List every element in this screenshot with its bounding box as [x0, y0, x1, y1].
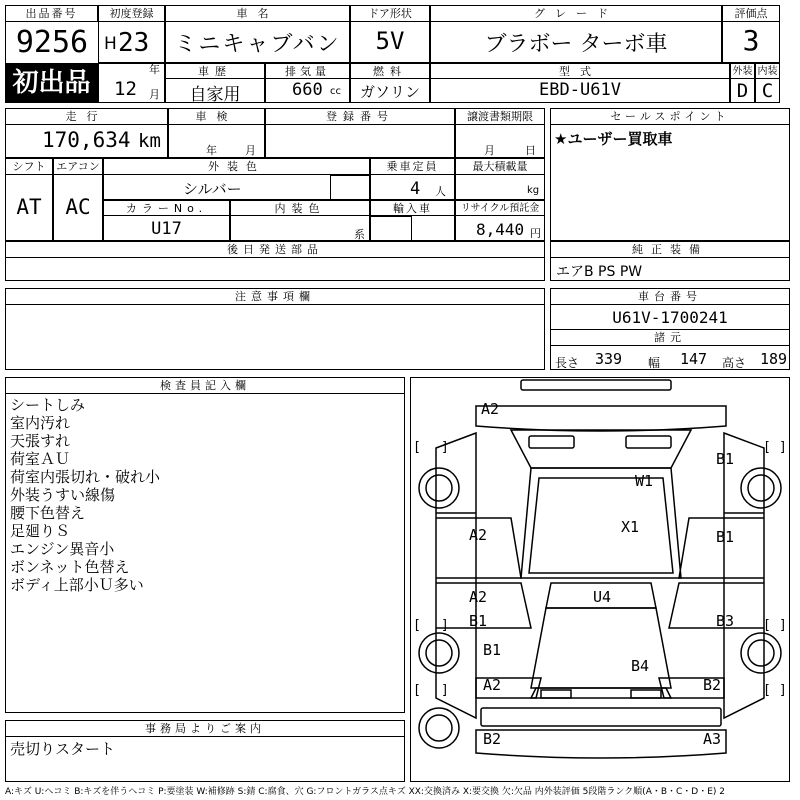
first-reg-month: 12 — [114, 78, 137, 100]
damage-mark: B4 — [631, 657, 650, 675]
aircon-label: エアコン — [53, 158, 103, 175]
inspector-label: 検査員記入欄 — [5, 377, 405, 394]
grade-label: グレード — [430, 5, 722, 22]
inspector-note: 荷室内張切れ・破れ小 — [10, 468, 161, 486]
score-label: 評価点 — [722, 5, 780, 22]
damage-mark: A2 — [483, 676, 502, 694]
dims-label: 諸元 — [550, 329, 790, 346]
car-outline — [411, 378, 789, 781]
bracket-right-mid: ] — [441, 618, 449, 633]
usage: 自家用 — [189, 85, 241, 105]
import-label: 輸入車 — [370, 200, 455, 216]
capacity-unit: 人 — [435, 185, 446, 198]
inspection-label: 車検 — [168, 108, 265, 125]
damage-mark: B1 — [469, 612, 488, 630]
color-label: 外装色 — [103, 158, 370, 175]
transfer-label: 譲渡書類期限 — [455, 108, 545, 125]
lot-number-label: 出品番号 — [5, 5, 98, 22]
door-type: 5V — [375, 27, 405, 55]
height: 189 — [760, 350, 788, 368]
inspection-year-unit: 年 — [206, 144, 217, 157]
damage-mark: B2 — [483, 730, 502, 748]
displacement-unit: cc — [330, 86, 341, 97]
recycle-unit: 円 — [530, 227, 541, 240]
color-divider — [330, 175, 370, 200]
score: 3 — [742, 24, 760, 57]
bracket-left-mid2: [ — [763, 618, 771, 633]
color-no: U17 — [151, 219, 182, 239]
inspector-note: 腰下色替え — [10, 504, 86, 522]
damage-mark: A3 — [703, 730, 722, 748]
fuel-label: 燃料 — [350, 63, 430, 79]
car-name: ミニキャブバン — [174, 32, 341, 57]
inspector-note: ボンネット色替え — [10, 558, 130, 576]
load-unit: kg — [527, 185, 540, 196]
office-text: 売切りスタート — [10, 740, 116, 758]
bracket-right-rear2: ] — [779, 683, 787, 698]
capacity-label: 乗車定員 — [370, 158, 455, 175]
lot-number: 9256 — [15, 25, 89, 60]
damage-mark: X1 — [621, 518, 640, 536]
damage-mark: A2 — [469, 588, 488, 606]
inspector-note: 天張すれ — [10, 432, 71, 450]
year-unit: 年 — [149, 63, 160, 76]
chassis-label: 車台番号 — [550, 288, 790, 305]
history-label: 車歴 — [165, 63, 265, 79]
equipment-label: 純正装備 — [550, 241, 790, 258]
damage-mark: W1 — [635, 472, 654, 490]
legend: A:キズ U:ヘコミ B:キズを伴うヘコミ P:要塗装 W:補修跡 S:錆 C:腐食、穴 G:フロントガラス点キズ XX:交換済み X:要交換 欠:欠品 内外装評価 5段階ランク順(A・B・C・D・E) 2 — [5, 787, 726, 797]
model-code: EBD-U61V — [539, 80, 621, 100]
aircon: AC — [65, 195, 91, 219]
first-reg-label: 初度登録 — [98, 5, 165, 22]
displacement: 660 — [292, 80, 323, 100]
shift-label: シフト — [5, 158, 53, 175]
width-label: 幅 — [648, 356, 661, 370]
damage-mark: B1 — [716, 528, 735, 546]
model-label: 型式 — [430, 63, 730, 79]
recycle-label: リサイクル預託金 — [455, 200, 545, 216]
mileage-unit: km — [138, 130, 161, 152]
fuel: ガソリン — [359, 83, 420, 101]
shift: AT — [16, 195, 42, 219]
mileage-label: 走行 — [5, 108, 168, 125]
damage-mark: A2 — [469, 526, 488, 544]
era: H — [104, 34, 117, 54]
bracket-left-front: [ — [763, 440, 771, 455]
length: 339 — [595, 350, 623, 368]
exterior-label: 外装 — [730, 63, 755, 79]
interior-label: 内装 — [755, 63, 780, 79]
damage-mark: A2 — [481, 400, 500, 418]
car-diagram — [410, 377, 790, 782]
damage-mark: B2 — [703, 676, 722, 694]
bracket-right-top: ] — [441, 440, 449, 455]
first-reg-year: 23 — [118, 28, 150, 58]
caution-label: 注意事項欄 — [5, 288, 545, 305]
bracket-left-rear: [ — [413, 683, 421, 698]
transfer-day-unit: 日 — [525, 144, 536, 157]
capacity: 4 — [410, 179, 421, 199]
inspector-notes — [10, 396, 400, 594]
later-parts-label: 後日発送部品 — [5, 241, 545, 258]
month-unit: 月 — [149, 88, 160, 101]
inspector-note: ボディ上部小Ｕ多い — [10, 576, 144, 594]
inspector-note: 室内汚れ — [10, 414, 71, 432]
damage-mark: U4 — [593, 588, 612, 606]
inspection-month-unit: 月 — [245, 144, 256, 157]
inspector-note: 足廻りＳ — [10, 522, 71, 540]
interior-grade: C — [761, 80, 774, 102]
interior-color-unit: 系 — [354, 228, 365, 241]
bracket-left-top: [ — [413, 440, 421, 455]
damage-mark: B3 — [716, 612, 735, 630]
recycle-fee: 8,440 — [476, 220, 525, 239]
damage-mark: B1 — [716, 450, 735, 468]
grade: ブラボー ターボ車 — [484, 32, 668, 57]
inspector-note: エンジン異音小 — [10, 540, 115, 558]
exterior-grade: D — [736, 80, 749, 102]
sales-point-label: セールスポイント — [550, 108, 790, 125]
height-label: 高さ — [722, 356, 747, 370]
load-label: 最大積載量 — [455, 158, 545, 175]
door-label: ドア形状 — [350, 5, 430, 22]
width: 147 — [680, 350, 708, 368]
inspector-note: 荷室ＡＵ — [10, 450, 71, 468]
bracket-right-front: ] — [779, 440, 787, 455]
bracket-right-rear: ] — [441, 683, 449, 698]
bracket-left-rear2: [ — [763, 683, 771, 698]
bracket-left-mid: [ — [413, 618, 421, 633]
transfer-month-unit: 月 — [484, 144, 495, 157]
damage-mark: B1 — [483, 641, 502, 659]
sales-point: ★ユーザー買取車 — [554, 130, 673, 148]
import-divider — [370, 216, 412, 241]
interior-color-label: 内装色 — [230, 200, 370, 216]
exterior-color: シルバー — [183, 180, 242, 198]
registration-label: 登録番号 — [265, 108, 455, 125]
bracket-right-mid2: ] — [779, 618, 787, 633]
office-label: 事務局よりご案内 — [5, 720, 405, 737]
displacement-label: 排気量 — [265, 63, 350, 79]
mileage: 170,634 — [42, 128, 131, 152]
chassis-number: U61V-1700241 — [612, 308, 728, 327]
inspector-note: 外装うすい線傷 — [10, 486, 116, 504]
inspector-note: シートしみ — [10, 396, 86, 414]
car-name-label: 車名 — [165, 5, 350, 22]
color-no-label: カラーNo. — [103, 200, 230, 216]
first-listing-badge: 初出品 — [5, 63, 98, 103]
equipment: エアB PS PW — [556, 264, 643, 280]
length-label: 長さ — [555, 356, 580, 370]
